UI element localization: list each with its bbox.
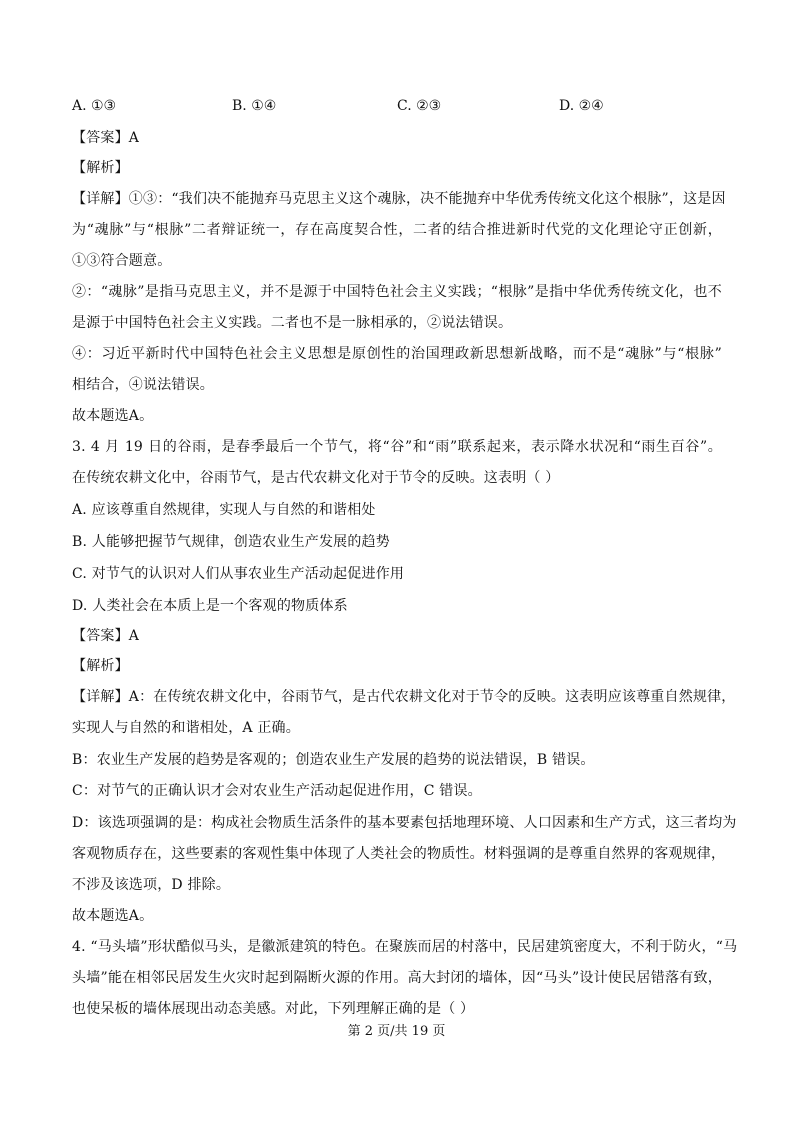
q3-option-a: A. 应该尊重自然规律，实现人与自然的和谐相处 xyxy=(72,502,376,518)
q3-detail-line-6: 客观物质存在，这些要素的客观性集中体现了人类社会的物质性。材料强调的是尊重自然界的客观规律， xyxy=(72,846,726,862)
q3-stem-line-1: 3. 4 月 19 日的谷雨，是春季最后一个节气，将“谷”和“雨”联系起来，表示降水状况和“雨生百谷”。 xyxy=(72,439,722,455)
q3-option-c: C. 对节气的认识对人们从事农业生产活动起促进作用 xyxy=(72,566,405,582)
q3-detail-line-7: 不涉及该选项，D 排除。 xyxy=(72,877,231,893)
q3-detail-line-2: 实现人与自然的和谐相处，A 正确。 xyxy=(72,720,300,736)
q3-stem-line-2: 在传统农耕文化中，谷雨节气，是古代农耕文化对于节令的反映。这表明（ ） xyxy=(72,470,560,486)
q3-detail-line-1: 【详解】A：在传统农耕文化中，谷雨节气，是古代农耕文化对于节令的反映。这表明应该尊重自然规律， xyxy=(72,689,736,705)
q2-detail-line-5: 是源于中国特色社会主义实践。二者也不是一脉相承的，②说法错误。 xyxy=(72,315,513,331)
q3-analysis-label: 【解析】 xyxy=(72,658,129,674)
q3-detail-line-3: B：农业生产发展的趋势是客观的；创造农业生产发展的趋势的说法错误，B 错误。 xyxy=(72,752,595,768)
q4-stem-line-1: 4. “马头墙”形状酷似马头，是徽派建筑的特色。在聚族而居的村落中，民居建筑密度大，不利于防火，“马 xyxy=(72,939,738,955)
q3-detail-line-4: C：对节气的正确认识才会对农业生产活动起促进作用，C 错误。 xyxy=(72,783,482,799)
q2-option-c: C. ②③ xyxy=(397,98,442,114)
q3-option-b: B. 人能够把握节气规律，创造农业生产发展的趋势 xyxy=(72,534,390,550)
q2-conclusion: 故本题选A。 xyxy=(72,408,154,424)
q4-stem-line-2: 头墙”能在相邻民居发生火灾时起到隔断火源的作用。高大封闭的墙体，因“马头”设计使民居错落有致， xyxy=(72,970,722,986)
q2-option-d: D. ②④ xyxy=(559,98,604,114)
q2-detail-line-4: ②：“魂脉”是指马克思主义，并不是源于中国特色社会主义实践；“根脉”是指中华优秀传统文化，也不 xyxy=(72,284,722,300)
page-footer: 第 2 页/共 19 页 xyxy=(347,1024,446,1039)
q2-detail-line-3: ①③符合题意。 xyxy=(72,253,172,269)
q3-answer: 【答案】A xyxy=(72,628,140,644)
q2-option-b: B. ①④ xyxy=(232,98,277,114)
q2-analysis-label: 【解析】 xyxy=(72,160,129,176)
q2-detail-line-7: 相结合，④说法错误。 xyxy=(72,377,214,393)
q3-option-d: D. 人类社会在本质上是一个客观的物质体系 xyxy=(72,598,348,614)
q2-detail-line-1: 【详解】①③：“我们决不能抛弃马克思主义这个魂脉，决不能抛弃中华优秀传统文化这个根脉”，这是因 xyxy=(72,191,726,207)
q2-answer: 【答案】A xyxy=(72,130,140,146)
q2-option-a: A. ①③ xyxy=(72,98,117,114)
q2-detail-line-6: ④：习近平新时代中国特色社会主义思想是原创性的治国理政新思想新战略，而不是“魂脉”与“根脉” xyxy=(72,346,722,362)
q3-conclusion: 故本题选A。 xyxy=(72,908,154,924)
q2-options-row xyxy=(72,96,722,116)
q3-detail-line-5: D：该选项强调的是：构成社会物质生活条件的基本要素包括地理环境、人口因素和生产方式，这三者均为 xyxy=(72,815,737,831)
q2-detail-line-2: 为“魂脉”与“根脉”二者辩证统一，存在高度契合性，二者的结合推进新时代党的文化理论守正创新， xyxy=(72,222,722,238)
q4-stem-line-3: 也使呆板的墙体展现出动态美感。对此，下列理解正确的是（ ） xyxy=(72,1001,475,1017)
